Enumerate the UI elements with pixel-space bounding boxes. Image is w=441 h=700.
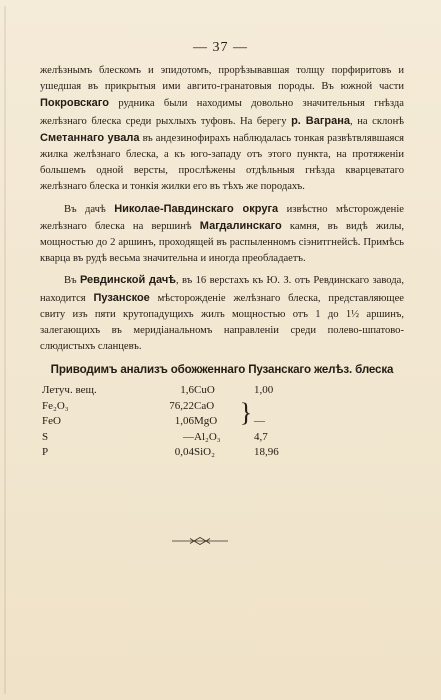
component-name: Al₂O₃ — [194, 430, 221, 443]
component-name: Fe₂O₃ — [42, 399, 69, 412]
bold-term: Пузанское — [93, 291, 150, 304]
bold-term: Сметаннаго увала — [40, 131, 140, 144]
text-run: камня, въ видѣ жилы, мощностью до 2 аршинъ, проходящей въ распыленномъ сіэнитгнейсѣ. Примѣсь кварца въ рудѣ весьма значительна и иногда преобладаетъ. — [40, 220, 404, 265]
component-name: Летуч. вещ. — [42, 384, 97, 397]
brace-mark — [238, 382, 254, 398]
text-run: извѣстно мѣсторожденіе желѣзнаго блеска на вершинѣ — [40, 203, 404, 232]
component-value: 18,96 — [254, 446, 279, 459]
component-name: FeO — [42, 415, 61, 428]
component-value: 0,04 — [174, 446, 194, 459]
bold-term: Покровскаго — [40, 97, 109, 110]
analysis-row — [42, 444, 314, 460]
bold-term: р. Ваграна — [291, 114, 351, 127]
analysis-table — [42, 382, 314, 460]
page-number: — 37 — — [193, 40, 248, 55]
ornament-divider — [172, 536, 228, 546]
paragraph-2 — [40, 201, 404, 268]
component-name: SiO₂ — [194, 446, 215, 459]
component-value — [254, 398, 314, 414]
component-value: 4,7 — [254, 430, 268, 443]
component-value: — — [183, 430, 194, 443]
text-run: Въ — [64, 275, 80, 287]
analysis-row — [42, 413, 314, 429]
bold-term: Ревдинской дачѣ — [79, 274, 176, 287]
brace-mark: } — [239, 398, 253, 428]
paragraph-3 — [40, 272, 404, 355]
analysis-row — [42, 398, 314, 414]
component-name: S — [42, 430, 49, 443]
component-value: 1,00 — [254, 384, 274, 397]
text-run: , въ 16 верстахъ къ Ю. З. отъ Ревдинскаго завода, находится — [40, 275, 404, 304]
component-value: 1,6 — [180, 384, 194, 397]
paragraph-1 — [40, 63, 404, 196]
text-run: въ андезинофирахъ наблюдалась тонкая развѣтвлявшаяся жилка желѣзнаго блеска, а къ юго-западу отъ этого пункта, на протяженіи большемъ одной версты, прослѣжены отдѣльныя гнѣзда кварцеватаго желѣзнаго блеска и тонкія жилки его въ тѣхъ же породахъ. — [40, 132, 405, 193]
text-run: желѣзнымъ блескомъ и эпидотомъ, прорѣзывавшая толщу порфиритовъ и ушедшая въ прикрытыя ими авгито-гранатовыя породы. Въ южной части — [40, 65, 404, 93]
component-name: MgO — [194, 415, 218, 428]
brace-mark — [238, 429, 254, 445]
component-value: 76,22 — [169, 399, 194, 412]
bold-term: Магдалинскаго — [199, 219, 282, 232]
text-run: , на склонѣ — [350, 115, 405, 127]
analysis-row — [42, 382, 314, 398]
analysis-row — [42, 429, 314, 445]
text-run: Въ дачѣ — [64, 203, 115, 215]
page-body — [40, 63, 404, 460]
component-name: CuO — [194, 384, 215, 397]
component-name: P — [42, 446, 49, 459]
text-run: рудника были находимы довольно значительныя гнѣзда желѣзнаго блеска среди рыхлыхъ туфовъ. На берегу — [40, 98, 404, 127]
brace-mark — [238, 444, 254, 460]
bold-term: Николае-Павдинскаго округа — [114, 202, 279, 215]
component-value: — — [254, 415, 265, 428]
component-name: CaO — [194, 399, 215, 412]
analysis-title: Приводимъ анализъ обожженнаго Пузанскаго желѣз. блеска — [50, 363, 394, 377]
component-value: 1,06 — [174, 415, 194, 428]
text-run: мѣсторожденіе желѣзнаго блеска, представляющее свиту изъ пяти крутопадущихъ жилъ мощностью отъ 1 до 1½ аршинъ, залегающихъ въ меридіанальномъ направленіи среди полево-шпатово-слюдистыхъ сланцевъ. — [40, 292, 404, 353]
